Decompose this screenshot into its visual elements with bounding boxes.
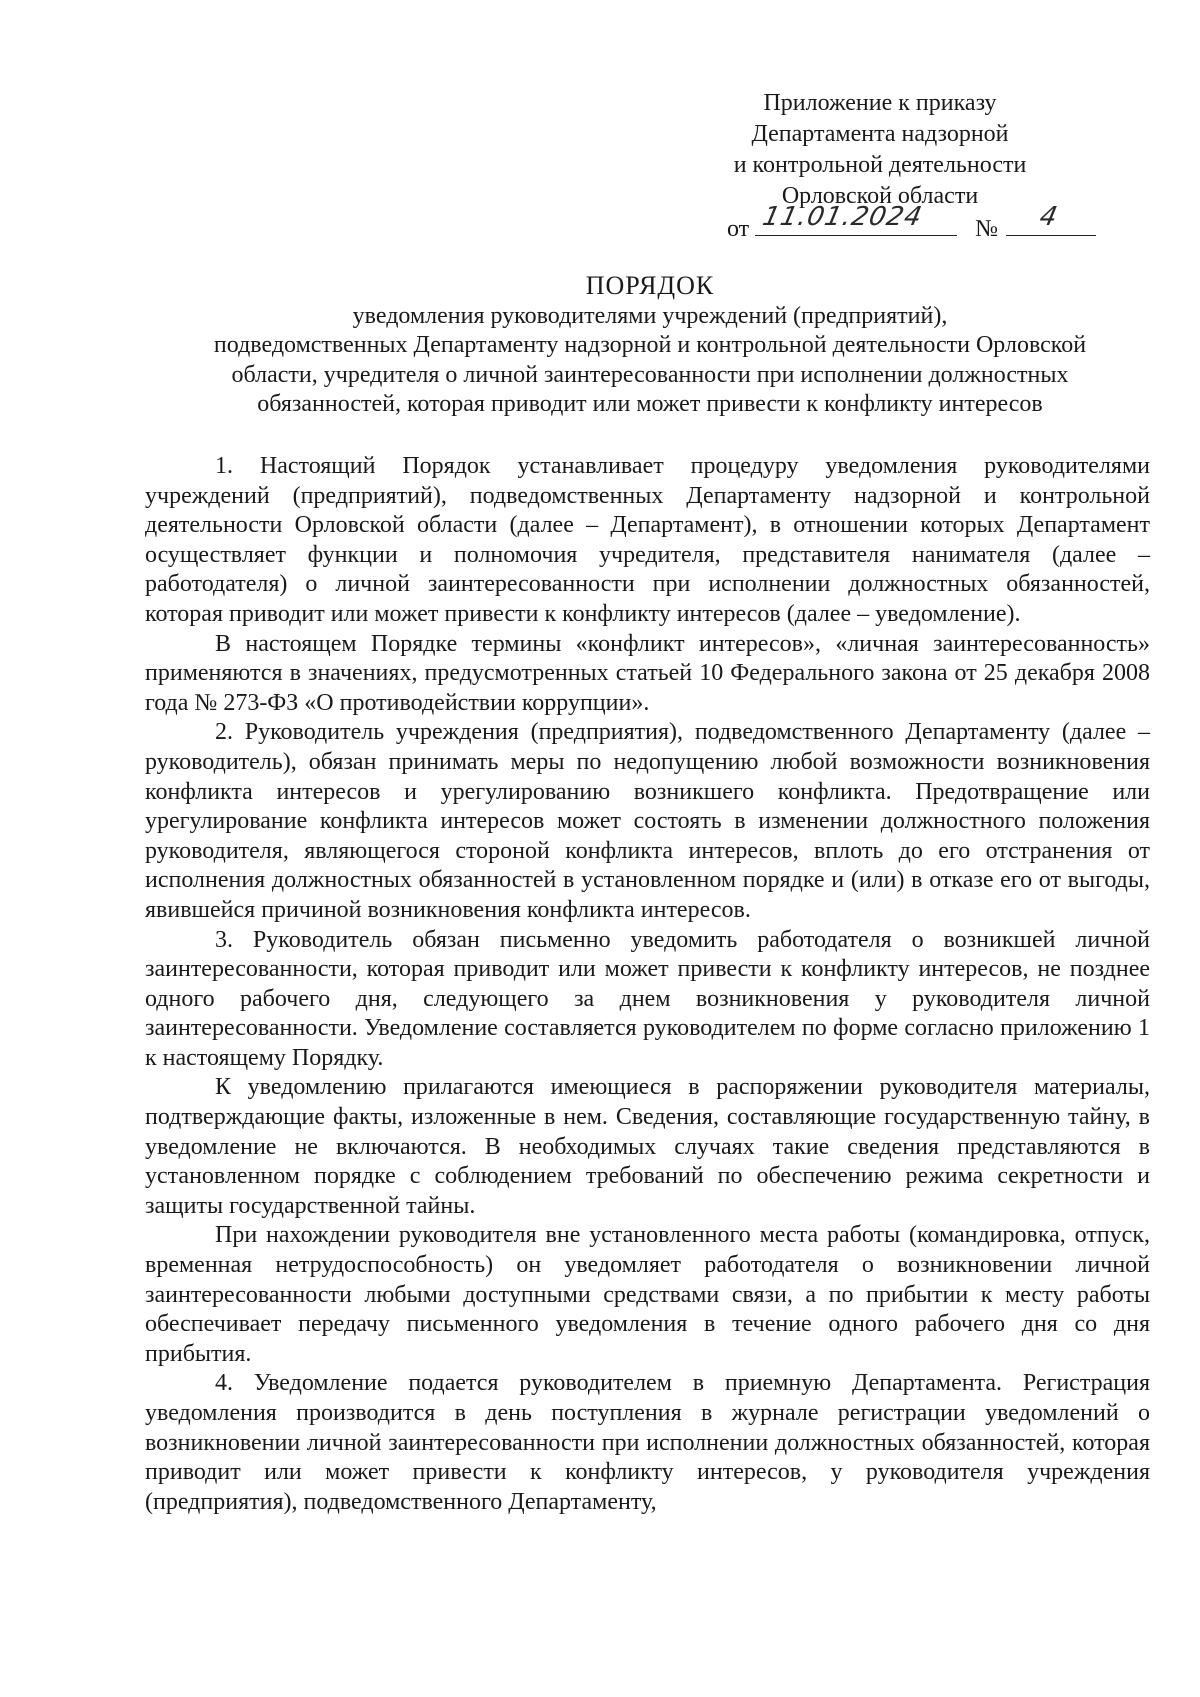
title-heading: ПОРЯДОК	[585, 271, 715, 300]
title-line: подведомственных Департаменту надзорной и контрольной деятельности Орловской	[213, 332, 1087, 358]
paragraph: 3. Руководитель обязан письменно уведомить работодателя о возникшей личной заинтересованности, которая приводит или может привести к конфликту интересов, не позднее одного рабочего дня, следующего за днем возникновения у руководителя личной заинтересованности. Уведомление составляется руководителем по форме согласно приложению 1 к настоящему Порядку.	[145, 926, 1150, 1071]
handwritten-date: 11.01.2024	[760, 202, 926, 232]
date-prefix: от	[727, 216, 750, 242]
appendix-header	[610, 88, 1150, 212]
date-field	[755, 202, 957, 236]
title-line: уведомления руководителями учреждений (предприятий),	[352, 302, 948, 329]
document-body	[145, 452, 1150, 1517]
paragraph: При нахождении руководителя вне установленного места работы (командировка, отпуск, временная нетрудоспособность) он уведомляет работодателя о возникновении личной заинтересованности любыми доступными средствами связи, а по прибытии к месту работы обеспечивает передачу письменного уведомления в течение одного рабочего дня со дня прибытия.	[145, 1222, 1150, 1367]
number-label: №	[975, 216, 999, 242]
paragraph: 4. Уведомление подается руководителем в приемную Департамента. Регистрация уведомления производится в день поступления в журнале регистрации уведомлений о возникновении личной заинтересованности при исполнении должностных обязанностей, которая приводит или может привести к конфликту интересов, у руководителя учреждения (предприятия), подведомственного Департаменту,	[145, 1370, 1150, 1515]
appendix-line: и контрольной деятельности	[733, 152, 1027, 178]
number-field	[1006, 202, 1096, 236]
appendix-line: Приложение к приказу	[763, 90, 997, 116]
paragraph: 2. Руководитель учреждения (предприятия), подведомственного Департаменту (далее – руководитель), обязан принимать меры по недопущению любой возможности возникновения конфликта интересов и урегулированию возникшего конфликта. Предотвращение или урегулирование конфликта интересов может состоять в изменении должностного положения руководителя, являющегося стороной конфликта интересов, вплоть до его отстранения от исполнения должностных обязанностей в установленном порядке и (или) в отказе его от выгоды, явившейся причиной возникновения конфликта интересов.	[145, 719, 1150, 923]
appendix-line: Департамента надзорной	[751, 121, 1009, 147]
paragraph: В настоящем Порядке термины «конфликт интересов», «личная заинтересованность» применяются в значениях, предусмотренных статьей 10 Федерального закона от 25 декабря 2008 года № 273-ФЗ «О противодействии коррупции».	[145, 630, 1150, 716]
title-line: обязанностей, которая приводит или может привести к конфликту интересов	[257, 391, 1043, 417]
handwritten-number: 4	[1036, 202, 1061, 232]
document-title	[140, 271, 1160, 420]
appendix-line: Орловской области	[781, 183, 979, 209]
order-date-number	[727, 202, 1096, 245]
paragraph: 1. Настоящий Порядок устанавливает процедуру уведомления руководителями учреждений (предприятий), подведомственных Департаменту надзорной и контрольной деятельности Орловской области (далее – Департамент), в отношении которых Департамент осуществляет функции и полномочия учредителя, представителя нанимателя (далее – работодателя) о личной заинтересованности при исполнении должностных обязанностей, которая приводит или может привести к конфликту интересов (далее – уведомление).	[145, 453, 1150, 627]
paragraph: К уведомлению прилагаются имеющиеся в распоряжении руководителя материалы, подтверждающие факты, изложенные в нем. Сведения, составляющие государственную тайну, в уведомление не включаются. В необходимых случаях такие сведения представляются в установленном порядке с соблюдением требований по обеспечению режима секретности и защиты государственной тайны.	[145, 1074, 1150, 1219]
title-line: области, учредителя о личной заинтересованности при исполнении должностных	[231, 361, 1069, 388]
